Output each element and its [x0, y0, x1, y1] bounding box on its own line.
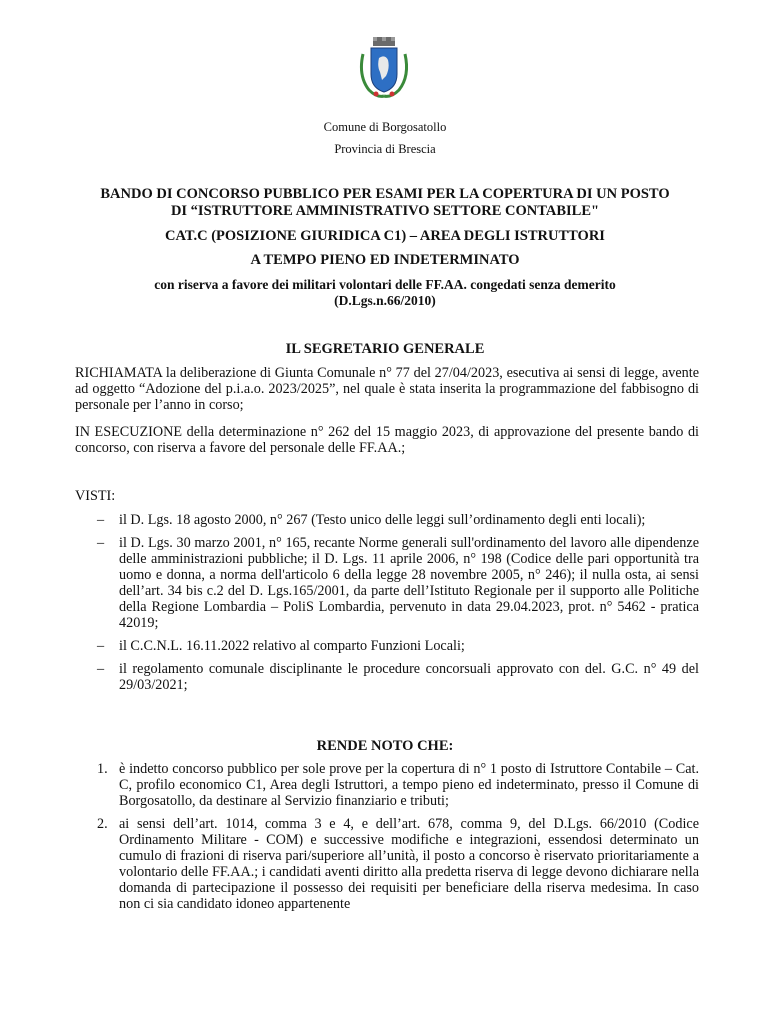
list-item-text: il C.C.N.L. 16.11.2022 relativo al comparto Funzioni Locali;	[119, 638, 465, 654]
list-item-text: il D. Lgs. 30 marzo 2001, n° 165, recante Norme generali sull'ordinamento del lavoro alle dipendenze delle amministrazioni pubbliche; il D. Lgs. 11 aprile 2006, n° 198 (Codice delle pari opportunità tra uomo e donna, a norma dell'articolo 6 della legge 28 novembre 2005, n° 246); il nulla osta, ai sensi dell’art. 34 bis c.2 del D. Lgs.165/2001, da parte dell’Istituto Regionale per il supporto alle Politiche della Regione Lombardia – PoliS Lombardia, pervenuto in data 29.04.2023, prot. n° 5462 - pratica 42019;	[119, 535, 699, 631]
list-item	[75, 638, 699, 654]
richiamata-paragraph: RICHIAMATA la deliberazione di Giunta Comunale n° 77 del 27/04/2023, esecutiva ai sensi di legge, avente ad oggetto “Adozione del p.i.a.o. 2023/2025”, nel quale è stata inserita la programmazione del fabbisogno di personale per l’anno in corso;	[75, 365, 699, 413]
rende-noto-list	[75, 761, 699, 919]
list-item-text: ai sensi dell’art. 1014, comma 3 e 4, e dell’art. 678, comma 9, del D.Lgs. 66/2010 (Codice Ordinamento Militare - COM) e successive modifiche e integrazioni, essendosi determinato un cumulo di frazioni di riserva pari/superiore all’unità, il posto a concorso è riservato prioritariamente a volontario delle FF.AA.; i candidati aventi diritto alla predetta riserva di legge devono dichiarare nella domanda di partecipazione il possesso dei requisiti per beneficiare della riserva medesima. In caso non ci sia candidato idoneo appartenente	[119, 816, 699, 912]
list-marker: –	[97, 638, 105, 654]
title-line-6: (D.Lgs.n.66/2010)	[334, 293, 436, 308]
list-marker: –	[97, 661, 105, 677]
visti-list	[75, 512, 699, 700]
list-item	[75, 535, 699, 631]
list-item	[75, 661, 699, 693]
list-marker: 1.	[97, 761, 108, 777]
title-line-5: con riserva a favore dei militari volontari delle FF.AA. congedati senza demerito	[154, 277, 616, 292]
list-item-text: il regolamento comunale disciplinante le procedure concorsuali approvato con del. G.C. n° 49 del 29/03/2021;	[119, 661, 699, 693]
esecuzione-paragraph: IN ESECUZIONE della determinazione n° 262 del 15 maggio 2023, di approvazione del presente bando di concorso, con riserva a favore del personale delle FF.AA.;	[75, 424, 699, 456]
visti-label: VISTI:	[75, 488, 116, 504]
list-item	[75, 512, 699, 528]
provincia-name: Provincia di Brescia	[334, 142, 436, 156]
title-line-4: A TEMPO PIENO ED INDETERMINATO	[250, 252, 520, 268]
rende-noto-heading: RENDE NOTO CHE:	[316, 738, 454, 754]
list-item-text: il D. Lgs. 18 agosto 2000, n° 267 (Testo unico delle leggi sull’ordinamento degli enti locali);	[119, 512, 646, 528]
comune-name: Comune di Borgosatollo	[323, 120, 447, 134]
list-item-text: è indetto concorso pubblico per sole prove per la copertura di n° 1 posto di Istruttore Contabile – Cat. C, profilo economico C1, Area degli Istruttori, a tempo pieno ed indeterminato, presso il Comune di Borgosatollo, da destinare al Servizio finanziario e tributi;	[119, 761, 699, 809]
list-item	[75, 761, 699, 809]
list-item	[75, 816, 699, 912]
title-line-2: DI “ISTRUTTORE AMMINISTRATIVO SETTORE CONTABILE"	[170, 203, 600, 219]
list-marker: –	[97, 535, 105, 551]
title-line-3: CAT.C (POSIZIONE GIURIDICA C1) – AREA DEGLI ISTRUTTORI	[165, 228, 605, 244]
segretario-heading: IL SEGRETARIO GENERALE	[285, 341, 485, 357]
list-marker: –	[97, 512, 105, 528]
list-marker: 2.	[97, 816, 108, 832]
title-line-1: BANDO DI CONCORSO PUBBLICO PER ESAMI PER LA COPERTURA DI UN POSTO	[100, 186, 670, 202]
municipal-crest-icon	[355, 36, 413, 100]
